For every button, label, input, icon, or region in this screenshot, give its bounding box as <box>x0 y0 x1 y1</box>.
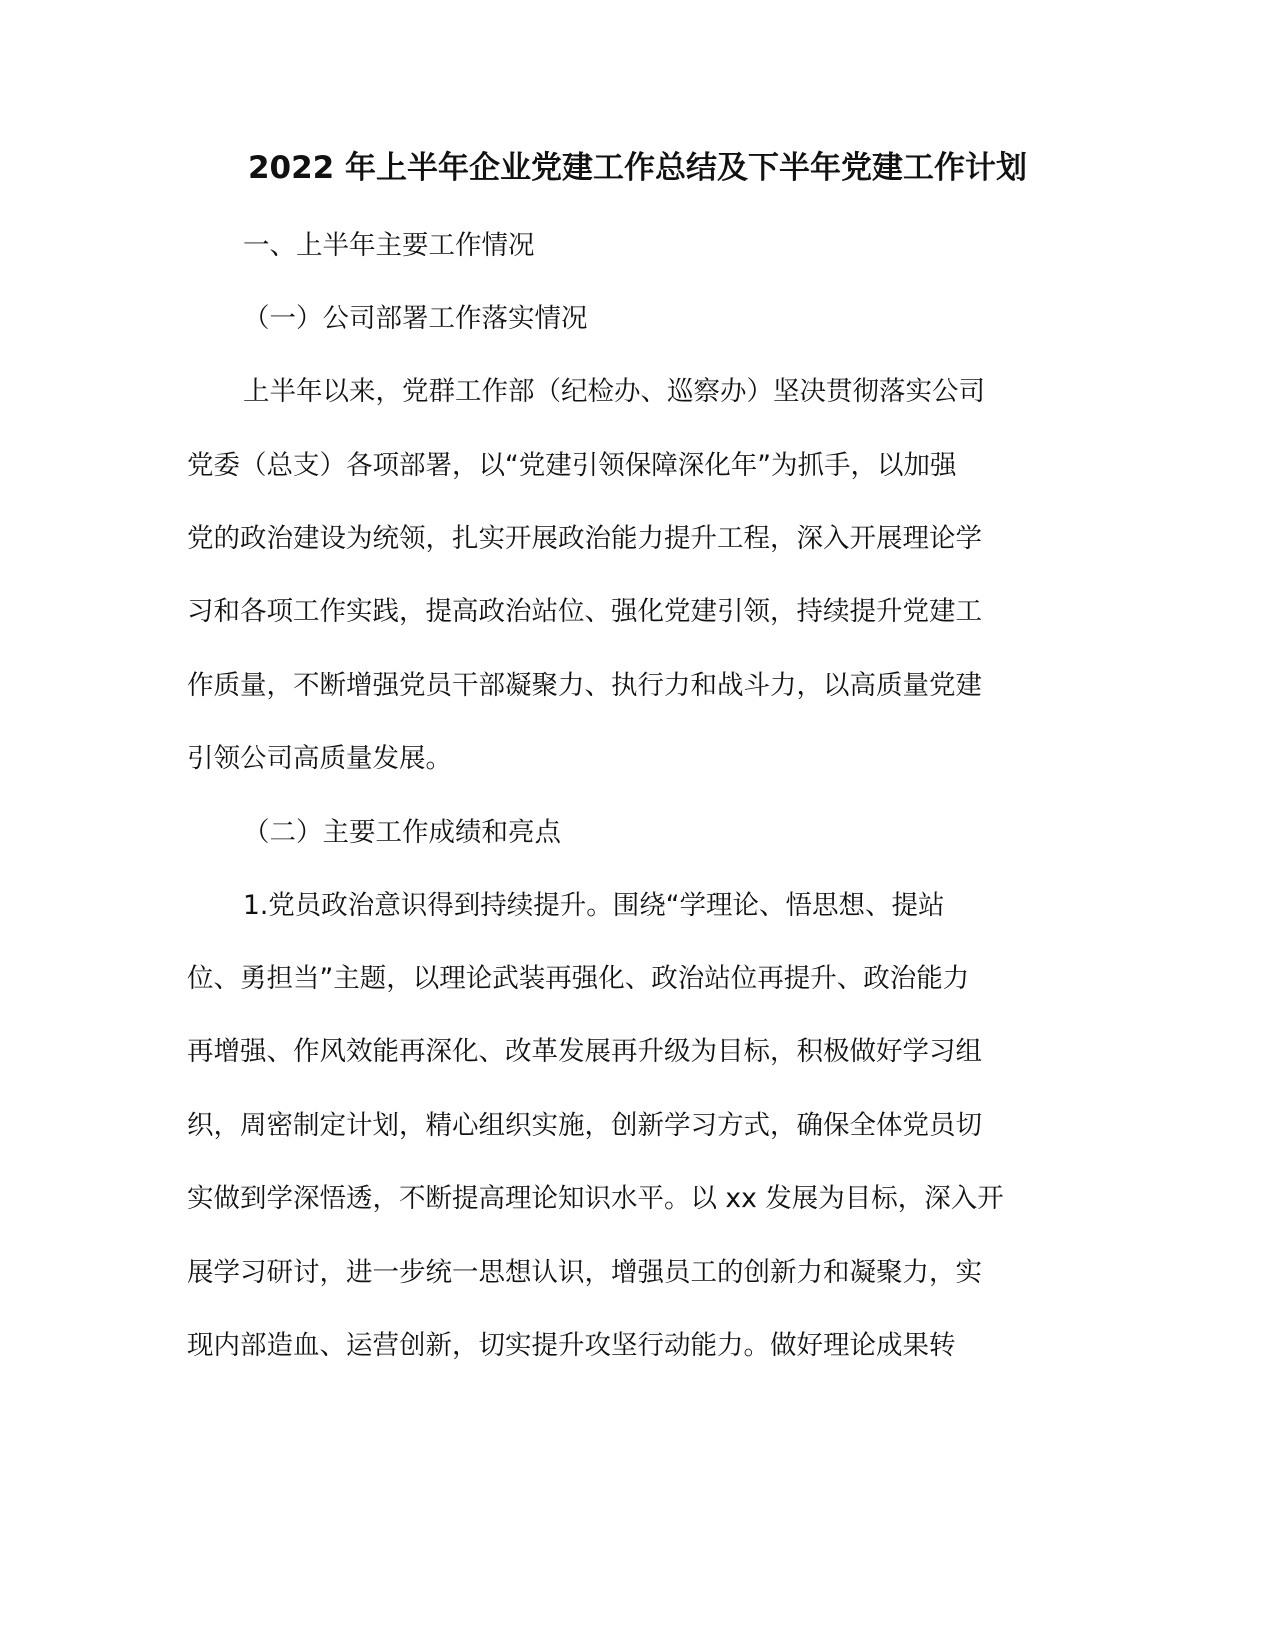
paragraph-line: 1.党员政治意识得到持续提升。围绕“学理论、悟思想、提站 <box>243 890 945 921</box>
paragraph-line: 作质量，不断增强党员干部凝聚力、执行力和战斗力，以高质量党建 <box>187 670 982 701</box>
section-heading: 一、上半年主要工作情况 <box>243 230 535 261</box>
document-title: 2022 年上半年企业党建工作总结及下半年党建工作计划 <box>247 150 1028 186</box>
paragraph-line: 党委（总支）各项部署，以“党建引领保障深化年”为抓手，以加强 <box>187 450 957 481</box>
subsection-heading: （二）主要工作成绩和亮点 <box>243 817 561 848</box>
paragraph-line: 党的政治建设为统领，扎实开展政治能力提升工程，深入开展理论学 <box>187 523 982 554</box>
paragraph-line: 习和各项工作实践，提高政治站位、强化党建引领，持续提升党建工 <box>187 596 982 627</box>
paragraph-line: 再增强、作风效能再深化、改革发展再升级为目标，积极做好学习组 <box>187 1036 982 1067</box>
paragraph-line: 织，周密制定计划，精心组织实施，创新学习方式，确保全体党员切 <box>187 1110 982 1141</box>
subsection-heading: （一）公司部署工作落实情况 <box>243 303 588 334</box>
paragraph-line: 位、勇担当”主题，以理论武装再强化、政治站位再提升、政治能力 <box>187 963 970 994</box>
paragraph-line: 上半年以来，党群工作部（纪检办、巡察办）坚决贯彻落实公司 <box>243 376 985 407</box>
paragraph-line: 实做到学深悟透，不断提高理论知识水平。以 xx 发展为目标，深入开 <box>187 1183 1004 1214</box>
paragraph-line: 引领公司高质量发展。 <box>187 743 452 774</box>
paragraph-line: 现内部造血、运营创新，切实提升攻坚行动能力。做好理论成果转 <box>187 1330 956 1361</box>
paragraph-line: 展学习研讨，进一步统一思想认识，增强员工的创新力和凝聚力，实 <box>187 1257 982 1288</box>
